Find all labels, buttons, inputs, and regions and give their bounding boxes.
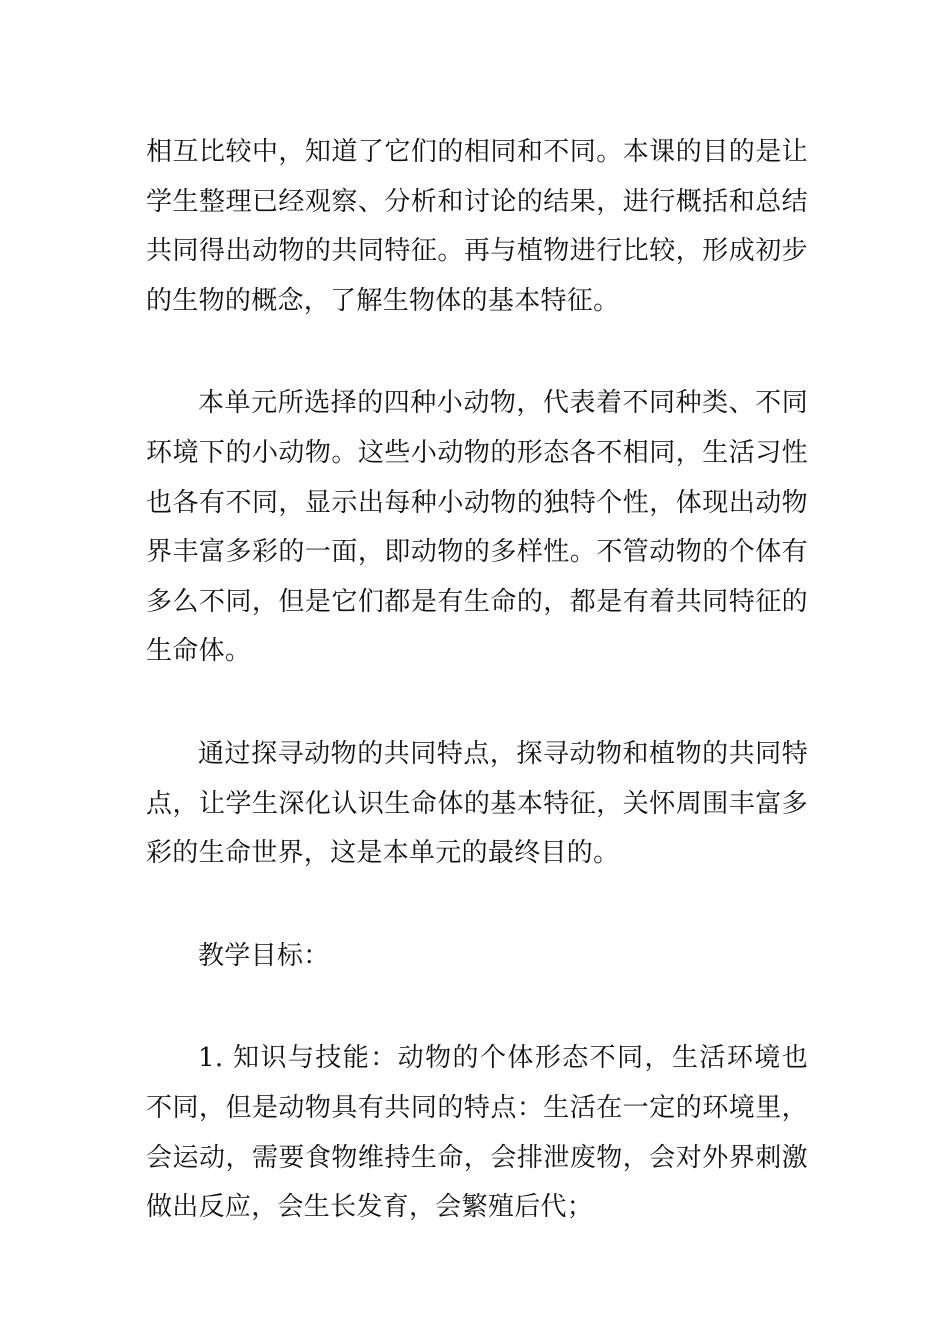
section-heading-teaching-goals: 教学目标： [198,940,330,971]
paragraph-unit-goal: 通过探寻动物的共同特点，探寻动物和植物的共同特点，让学生深化认识生命体的基本特征，关怀周围丰富多彩的生命世界，这是本单元的最终目的。 [146,738,808,869]
paragraph-unit-animals: 本单元所选择的四种小动物，代表着不同种类、不同环境下的小动物。这些小动物的形态各不相同，生活习性也各有不同，显示出每种小动物的独特个性，体现出动物界丰富多彩的一面，即动物的多样性。不管动物的个体有多么不同，但是它们都是有生命的，都是有着共同特征的生命体。 [146,388,808,667]
paragraph-continuation: 相互比较中，知道了它们的相同和不同。本课的目的是让学生整理已经观察、分析和讨论的结果，进行概括和总结共同得出动物的共同特征。再与植物进行比较，形成初步的生物的概念，了解生物体的基本特征。 [146,137,808,316]
paragraph-knowledge-skills: 1. 知识与技能：动物的个体形态不同，生活环境也不同，但是动物具有共同的特点：生活在一定的环境里，会运动，需要食物维持生命，会排泄废物，会对外界刺激做出反应，会生长发育，会繁殖后代； [146,1043,808,1223]
document-page [146,128,808,1233]
